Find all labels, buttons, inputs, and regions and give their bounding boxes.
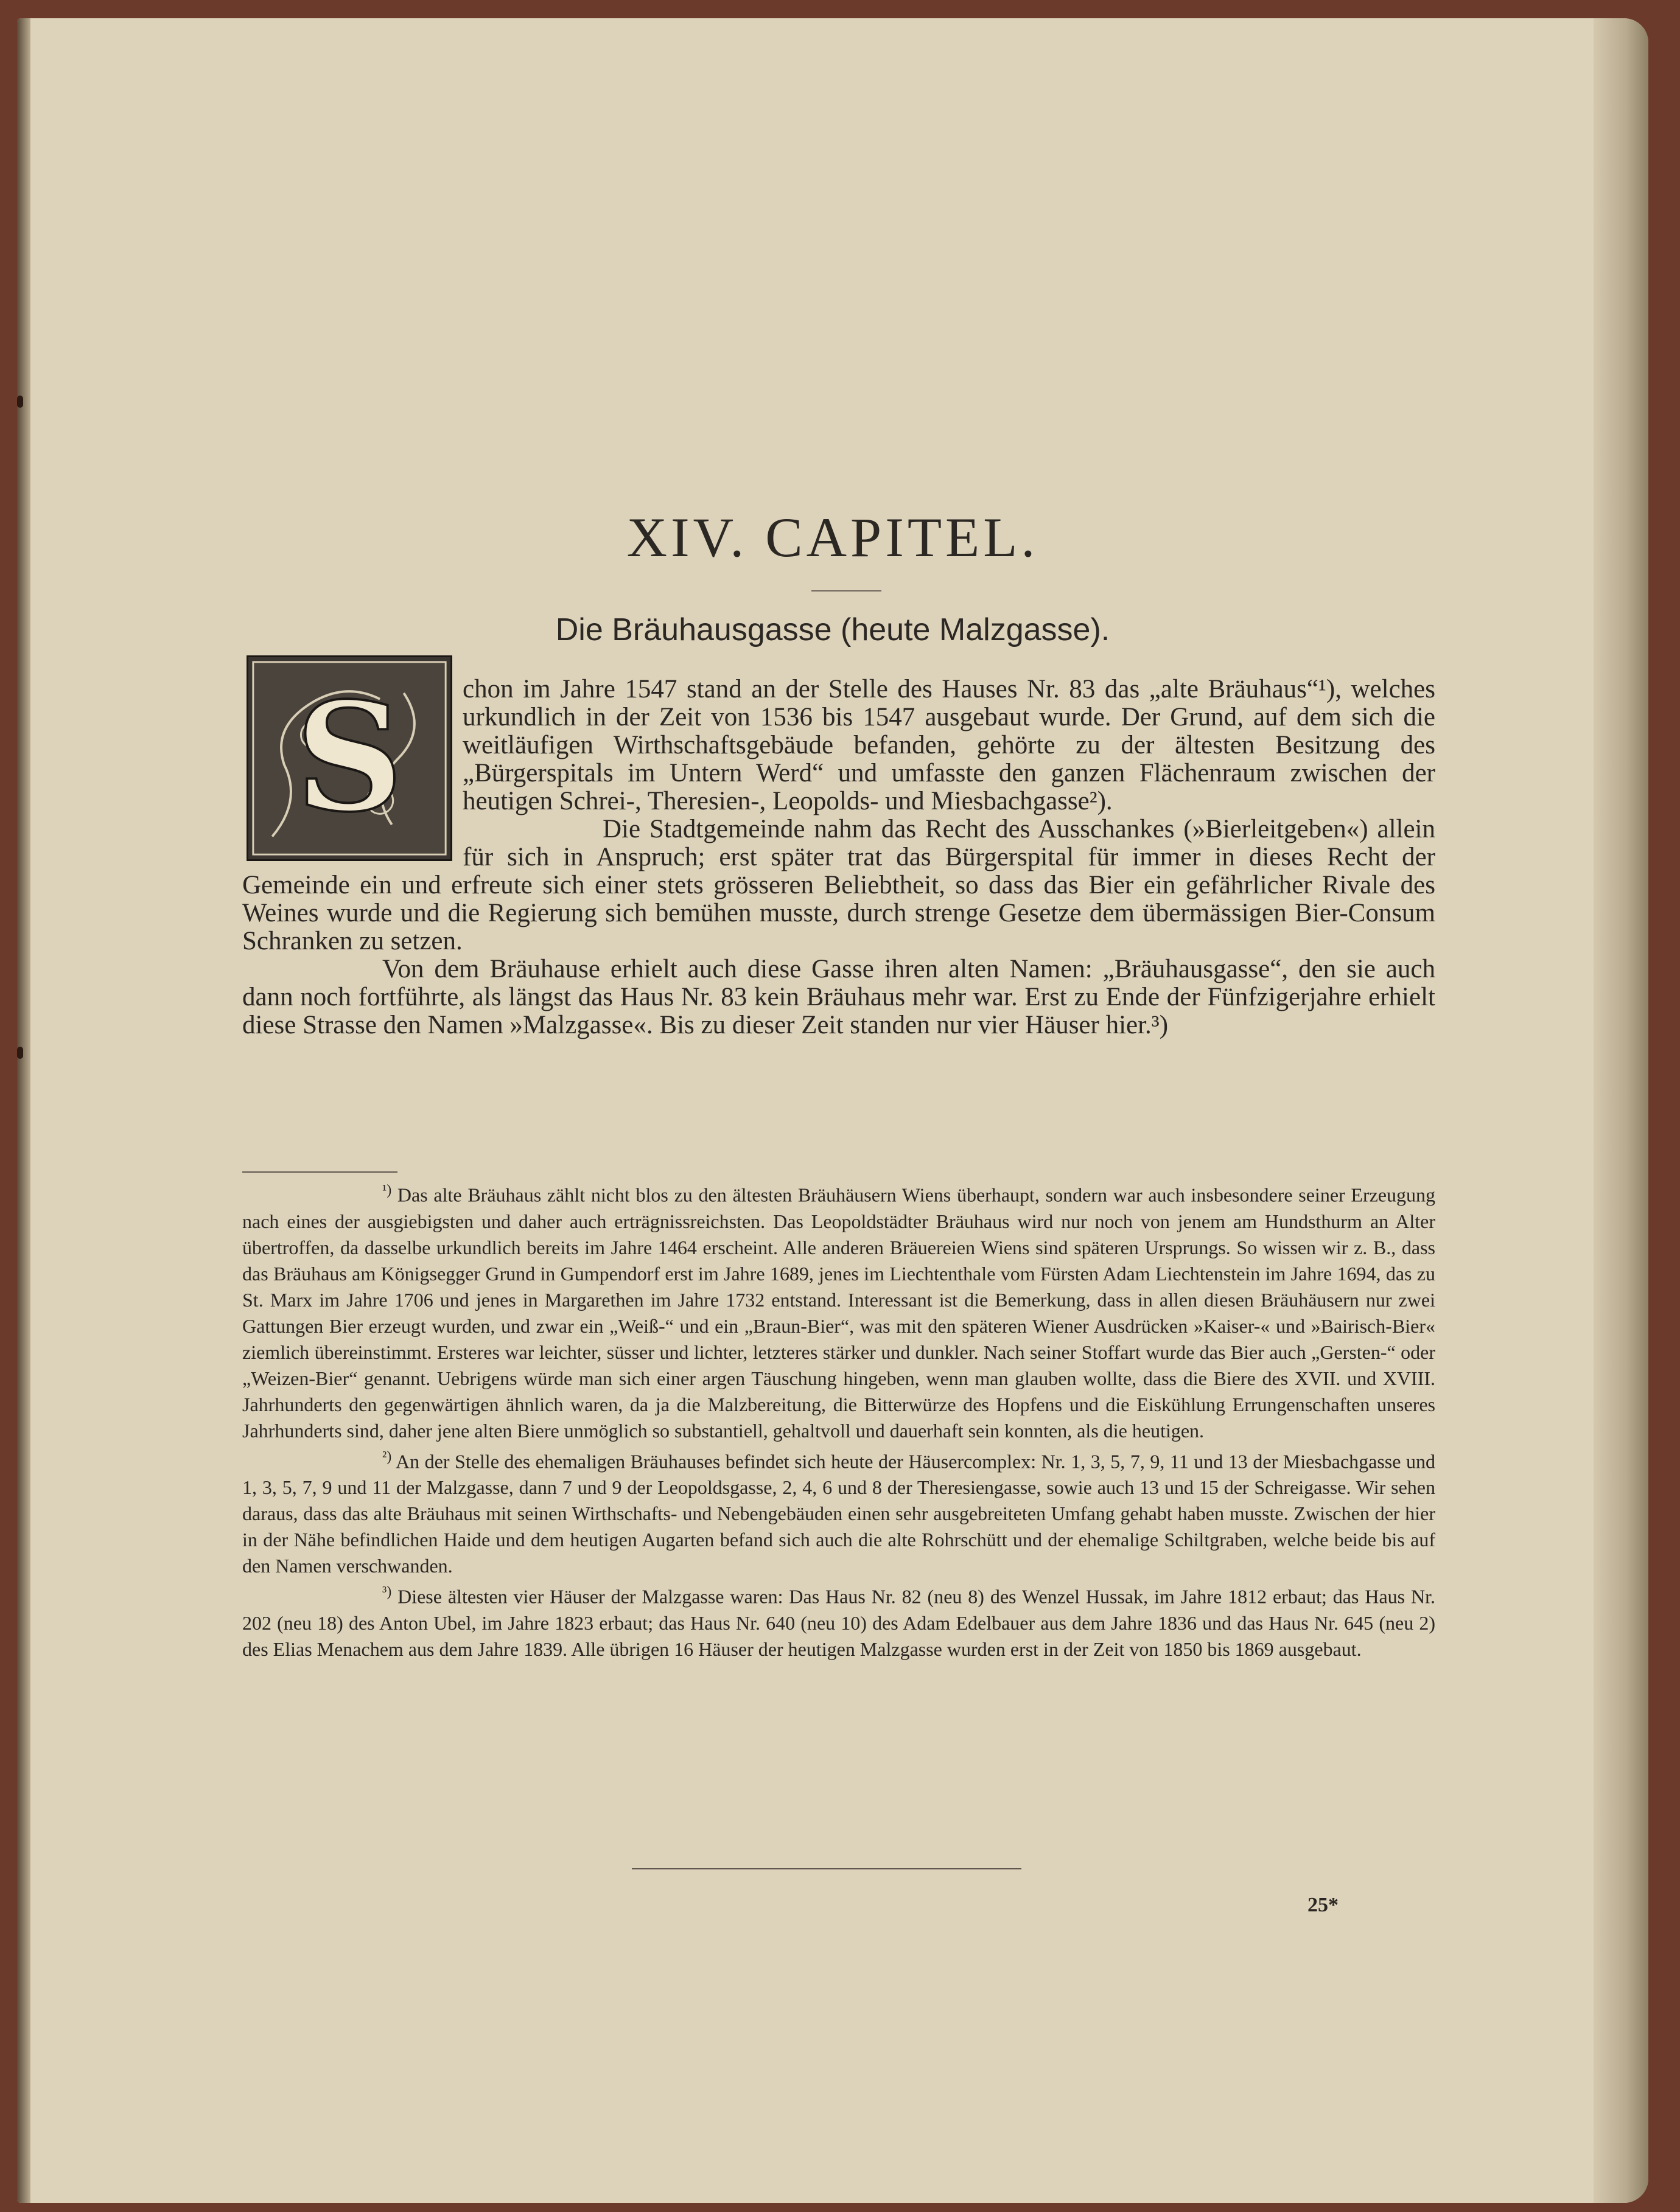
footnote-3: $^{^3)}$ Diese ältesten vier Häuser der Malzgasse waren: Das Haus Nr. 82 (neu 8) des Wenzel Hussak, im Jahre 1812 erbaut; das Haus Nr. 202 (neu 18) des Anton Ubel, im Jahre 1823 erbaut; das Haus Nr. 640 (neu 10) des Adam Edelbauer aus dem Jahre 1836 und das Haus Nr. 645 (neu 2) des Elias Menachem aus dem Jahre 1839. Alle übrigen 16 Häuser der heutigen Malzgasse wurden erst in der Zeit von 1850 bis 1869 ausgebaut. <box>242 1584 1436 1660</box>
main-text <box>242 675 1435 1039</box>
page-edge <box>1594 18 1648 2203</box>
footnote-1-mark: ¹) <box>382 1182 392 1198</box>
initial-letter-text: S <box>295 669 404 845</box>
page-binding <box>17 18 30 2203</box>
chapter-title: XIV. CAPITEL. <box>626 506 1039 568</box>
title-rule <box>811 590 881 591</box>
paragraph-2: Die Stadtgemeinde nahm das Recht des Ausschankes (»Bierleitgeben«) allein für sich in Anspruch; erst später trat das Bürgerspital für immer in dieses Recht der Gemeinde ein und erfreute sich einer stets grösseren Beliebtheit, so dass das Bier ein gefährlicher Rivale des Weines wurde und die Regierung sich bemühen musste, durch strenge Gesetze dem übermässigen Bier-Consum Schranken zu setzen. <box>242 815 1435 955</box>
footnotes <box>242 1178 1435 1662</box>
edge-mark <box>17 396 23 408</box>
bottom-rule <box>632 1868 1021 1869</box>
paragraph-3: Von dem Bräuhause erhielt auch diese Gasse ihren alten Namen: „Bräuhausgasse“, den sie auch dann noch fortführte, als längst das Haus Nr. 83 kein Bräuhaus mehr war. Erst zu Ende der Fünfzigerjahre erhielt diese Strasse den Namen »Malzgasse«. Bis zu dieser Zeit standen nur vier Häuser hier.³) <box>242 955 1435 1039</box>
paragraph-1: chon im Jahre 1547 stand an der Stelle des Hauses Nr. 83 das „alte Bräuhaus“¹), welches urkundlich in der Zeit von 1536 bis 1547 ausgebaut wurde. Der Grund, auf dem sich die weitläufigen Wirthschaftsgebäude befanden, gehörte zu der ältesten Besitzung des „Bürgerspitals im Untern Werd“ und umfasste den ganzen Flächenraum zwischen der heutigen Schrei-, Theresien-, Leopolds- und Miesbachgasse²). <box>463 675 1435 815</box>
footnote-2-mark: ²) <box>382 1448 392 1465</box>
edge-mark <box>17 1047 23 1059</box>
footnote-rule <box>242 1171 397 1173</box>
book-page <box>17 18 1648 2203</box>
page-number: 25* <box>1307 1894 1339 1916</box>
footnote-3-mark: ³) <box>382 1584 392 1600</box>
chapter-subtitle: Die Bräuhausgasse (heute Malzgasse). <box>555 612 1110 647</box>
footnote-1: $^{^1)}$ Das alte Bräuhaus zählt nicht blos zu den ältesten Bräuhäusern Wiens überhaupt, sondern war auch insbesondere seiner Erzeugung nach eines der ausgiebigsten und daher auch erträgnissreichsten. Das Leopoldstädter Bräuhaus wird nur noch von jenem am Hundsthurm an Alter übertroffen, da dasselbe urkundlich bereits im Jahre 1464 erscheint. Alle anderen Bräuereien Wiens sind späteren Ursprungs. So wissen wir z. B., dass das Bräuhaus am Königsegger Grund in Gumpendorf erst im Jahre 1689, jenes im Liechtenthale vom Fürsten Adam Liechtenstein im Jahre 1694, das zu St. Marx im Jahre 1706 und jenes in Margarethen im Jahre 1732 entstand. Interessant ist die Bemerkung, dass in allen diesen Bräuhäusern nur zwei Gattungen Bier erzeugt wurden, und zwar ein „Weiß-“ und ein „Braun-Bier“, was mit den späteren Wiener Ausdrücken »Kaiser-« und »Bairisch-Bier« ziemlich übereinstimmt. Ersteres war leichter, süsser und lichter, letzteres stärker und dunkler. Nach seiner Stoffart wurde das Bier auch „Gersten-“ oder „Weizen-Bier“ genannt. Uebrigens würde man sich einer argen Täuschung hingeben, wenn man glauben wollte, dass die Biere des XVII. und XVIII. Jahrhunderts den gegenwärtigen ähnlich waren, da ja die Malzbereitung, die Bitterwürze des Hopfens und die Eiskühlung Errungenschaften unseres Jahrhunderts sind, daher jene alten Biere unmöglich so substantiell, gehaltvoll und dauerhaft sein konnten, als die heutigen. <box>242 1182 1436 1442</box>
footnote-2: $^{^2)}$ An der Stelle des ehemaligen Bräuhauses befindet sich heute der Häusercomplex: Nr. 1, 3, 5, 7, 9, 11 und 13 der Miesbachgasse und 1, 3, 5, 7, 9 und 11 der Malzgasse, dann 7 und 9 der Leopoldsgasse, 2, 4, 6 und 8 der Theresiengasse, sowie auch 13 und 15 der Schreigasse. Wir sehen daraus, dass das alte Bräuhaus mit seinen Wirthschafts- und Nebengebäuden einen sehr ausgebreiteten Umfang gehabt haben musste. Zwischen der hier in der Nähe befindlichen Haide und dem heutigen Augarten befand sich auch die alte Rohrschütt und der ehemalige Schiltgraben, welche beide bis auf den Namen verschwanden. <box>242 1448 1436 1577</box>
